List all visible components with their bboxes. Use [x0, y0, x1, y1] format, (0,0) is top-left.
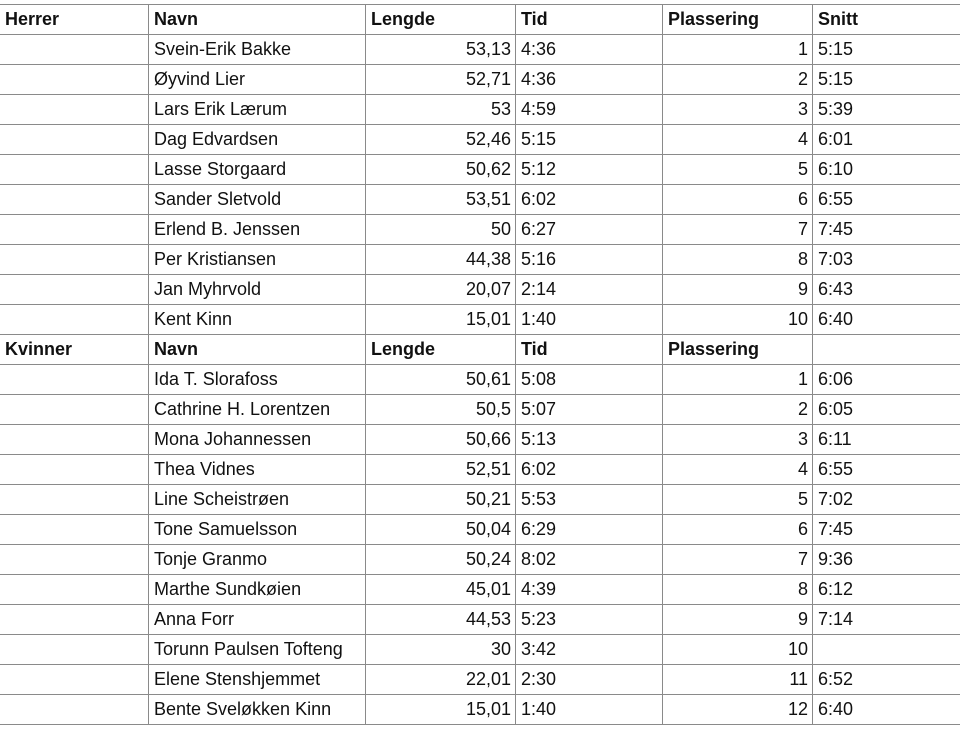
name-cell: Per Kristiansen [149, 245, 366, 275]
empty-cell [0, 125, 149, 155]
column-header: Tid [516, 5, 663, 35]
time-cell: 5:16 [516, 245, 663, 275]
name-cell: Thea Vidnes [149, 455, 366, 485]
table-row [0, 425, 960, 455]
length-cell: 52,46 [366, 125, 516, 155]
empty-cell [0, 35, 149, 65]
table-row [0, 35, 960, 65]
time-cell: 5:07 [516, 395, 663, 425]
length-cell: 53 [366, 95, 516, 125]
time-cell: 5:23 [516, 605, 663, 635]
placement-cell: 3 [663, 425, 813, 455]
table-row [0, 365, 960, 395]
table-row [0, 695, 960, 725]
table-row [0, 455, 960, 485]
placement-cell: 1 [663, 35, 813, 65]
table-row [0, 95, 960, 125]
length-cell: 52,71 [366, 65, 516, 95]
name-cell: Jan Myhrvold [149, 275, 366, 305]
time-cell: 8:02 [516, 545, 663, 575]
name-cell: Svein-Erik Bakke [149, 35, 366, 65]
section-header-row [0, 5, 960, 35]
name-cell: Cathrine H. Lorentzen [149, 395, 366, 425]
placement-cell: 3 [663, 95, 813, 125]
table-row [0, 575, 960, 605]
length-cell: 44,53 [366, 605, 516, 635]
placement-cell: 4 [663, 455, 813, 485]
table-row [0, 65, 960, 95]
time-cell: 2:14 [516, 275, 663, 305]
column-header: Lengde [366, 5, 516, 35]
empty-cell [0, 635, 149, 665]
average-cell: 6:40 [813, 305, 960, 335]
column-header: Plassering [663, 335, 813, 365]
section-header-row [0, 335, 960, 365]
empty-cell [0, 245, 149, 275]
column-header: Tid [516, 335, 663, 365]
placement-cell: 12 [663, 695, 813, 725]
empty-cell [0, 365, 149, 395]
empty-cell [0, 515, 149, 545]
time-cell: 6:29 [516, 515, 663, 545]
results-table [0, 4, 960, 725]
table-row [0, 485, 960, 515]
placement-cell: 5 [663, 155, 813, 185]
length-cell: 50,21 [366, 485, 516, 515]
length-cell: 50 [366, 215, 516, 245]
table-row [0, 515, 960, 545]
length-cell: 50,61 [366, 365, 516, 395]
time-cell: 6:02 [516, 185, 663, 215]
name-cell: Bente Sveløkken Kinn [149, 695, 366, 725]
length-cell: 52,51 [366, 455, 516, 485]
name-cell: Mona Johannessen [149, 425, 366, 455]
average-cell: 5:15 [813, 65, 960, 95]
table-row [0, 245, 960, 275]
average-cell: 7:03 [813, 245, 960, 275]
placement-cell: 2 [663, 65, 813, 95]
placement-cell: 9 [663, 605, 813, 635]
average-cell: 6:43 [813, 275, 960, 305]
column-header: Lengde [366, 335, 516, 365]
name-cell: Anna Forr [149, 605, 366, 635]
time-cell: 6:02 [516, 455, 663, 485]
results-table-body [0, 5, 960, 725]
empty-cell [0, 425, 149, 455]
table-row [0, 275, 960, 305]
average-cell: 9:36 [813, 545, 960, 575]
average-cell [813, 635, 960, 665]
empty-cell [0, 275, 149, 305]
empty-cell [0, 185, 149, 215]
table-row [0, 305, 960, 335]
empty-cell [0, 695, 149, 725]
time-cell: 1:40 [516, 695, 663, 725]
name-cell: Marthe Sundkøien [149, 575, 366, 605]
name-cell: Tonje Granmo [149, 545, 366, 575]
average-cell: 6:11 [813, 425, 960, 455]
name-cell: Sander Sletvold [149, 185, 366, 215]
time-cell: 5:13 [516, 425, 663, 455]
table-row [0, 185, 960, 215]
placement-cell: 6 [663, 515, 813, 545]
average-cell: 7:45 [813, 515, 960, 545]
length-cell: 53,13 [366, 35, 516, 65]
name-cell: Elene Stenshjemmet [149, 665, 366, 695]
time-cell: 3:42 [516, 635, 663, 665]
time-cell: 1:40 [516, 305, 663, 335]
length-cell: 44,38 [366, 245, 516, 275]
name-cell: Tone Samuelsson [149, 515, 366, 545]
column-header [813, 335, 960, 365]
table-row [0, 635, 960, 665]
table-row [0, 125, 960, 155]
average-cell: 6:01 [813, 125, 960, 155]
name-cell: Øyvind Lier [149, 65, 366, 95]
empty-cell [0, 65, 149, 95]
average-cell: 5:15 [813, 35, 960, 65]
placement-cell: 9 [663, 275, 813, 305]
table-row [0, 545, 960, 575]
empty-cell [0, 605, 149, 635]
table-row [0, 155, 960, 185]
column-header: Navn [149, 5, 366, 35]
empty-cell [0, 155, 149, 185]
empty-cell [0, 485, 149, 515]
table-row [0, 215, 960, 245]
time-cell: 5:53 [516, 485, 663, 515]
empty-cell [0, 575, 149, 605]
average-cell: 7:02 [813, 485, 960, 515]
empty-cell [0, 545, 149, 575]
average-cell: 6:55 [813, 185, 960, 215]
placement-cell: 10 [663, 305, 813, 335]
length-cell: 15,01 [366, 305, 516, 335]
time-cell: 4:36 [516, 35, 663, 65]
placement-cell: 6 [663, 185, 813, 215]
placement-cell: 7 [663, 545, 813, 575]
name-cell: Lars Erik Lærum [149, 95, 366, 125]
name-cell: Ida T. Slorafoss [149, 365, 366, 395]
length-cell: 30 [366, 635, 516, 665]
average-cell: 6:05 [813, 395, 960, 425]
placement-cell: 10 [663, 635, 813, 665]
column-header: Plassering [663, 5, 813, 35]
average-cell: 5:39 [813, 95, 960, 125]
length-cell: 50,04 [366, 515, 516, 545]
name-cell: Dag Edvardsen [149, 125, 366, 155]
average-cell: 6:12 [813, 575, 960, 605]
average-cell: 7:14 [813, 605, 960, 635]
length-cell: 15,01 [366, 695, 516, 725]
empty-cell [0, 665, 149, 695]
placement-cell: 5 [663, 485, 813, 515]
table-row [0, 605, 960, 635]
time-cell: 4:59 [516, 95, 663, 125]
average-cell: 7:45 [813, 215, 960, 245]
name-cell: Line Scheistrøen [149, 485, 366, 515]
length-cell: 50,66 [366, 425, 516, 455]
time-cell: 4:39 [516, 575, 663, 605]
name-cell: Kent Kinn [149, 305, 366, 335]
average-cell: 6:40 [813, 695, 960, 725]
empty-cell [0, 95, 149, 125]
average-cell: 6:06 [813, 365, 960, 395]
name-cell: Lasse Storgaard [149, 155, 366, 185]
length-cell: 50,24 [366, 545, 516, 575]
average-cell: 6:52 [813, 665, 960, 695]
table-row [0, 395, 960, 425]
column-header: Navn [149, 335, 366, 365]
length-cell: 50,5 [366, 395, 516, 425]
length-cell: 45,01 [366, 575, 516, 605]
placement-cell: 11 [663, 665, 813, 695]
section-label: Kvinner [0, 335, 149, 365]
placement-cell: 1 [663, 365, 813, 395]
time-cell: 2:30 [516, 665, 663, 695]
empty-cell [0, 305, 149, 335]
empty-cell [0, 395, 149, 425]
placement-cell: 2 [663, 395, 813, 425]
length-cell: 20,07 [366, 275, 516, 305]
placement-cell: 8 [663, 245, 813, 275]
average-cell: 6:55 [813, 455, 960, 485]
placement-cell: 8 [663, 575, 813, 605]
empty-cell [0, 215, 149, 245]
length-cell: 50,62 [366, 155, 516, 185]
section-label: Herrer [0, 5, 149, 35]
time-cell: 5:12 [516, 155, 663, 185]
name-cell: Erlend B. Jenssen [149, 215, 366, 245]
column-header: Snitt [813, 5, 960, 35]
time-cell: 6:27 [516, 215, 663, 245]
average-cell: 6:10 [813, 155, 960, 185]
empty-cell [0, 455, 149, 485]
length-cell: 22,01 [366, 665, 516, 695]
time-cell: 5:15 [516, 125, 663, 155]
table-row [0, 665, 960, 695]
time-cell: 5:08 [516, 365, 663, 395]
placement-cell: 4 [663, 125, 813, 155]
placement-cell: 7 [663, 215, 813, 245]
length-cell: 53,51 [366, 185, 516, 215]
time-cell: 4:36 [516, 65, 663, 95]
name-cell: Torunn Paulsen Tofteng [149, 635, 366, 665]
